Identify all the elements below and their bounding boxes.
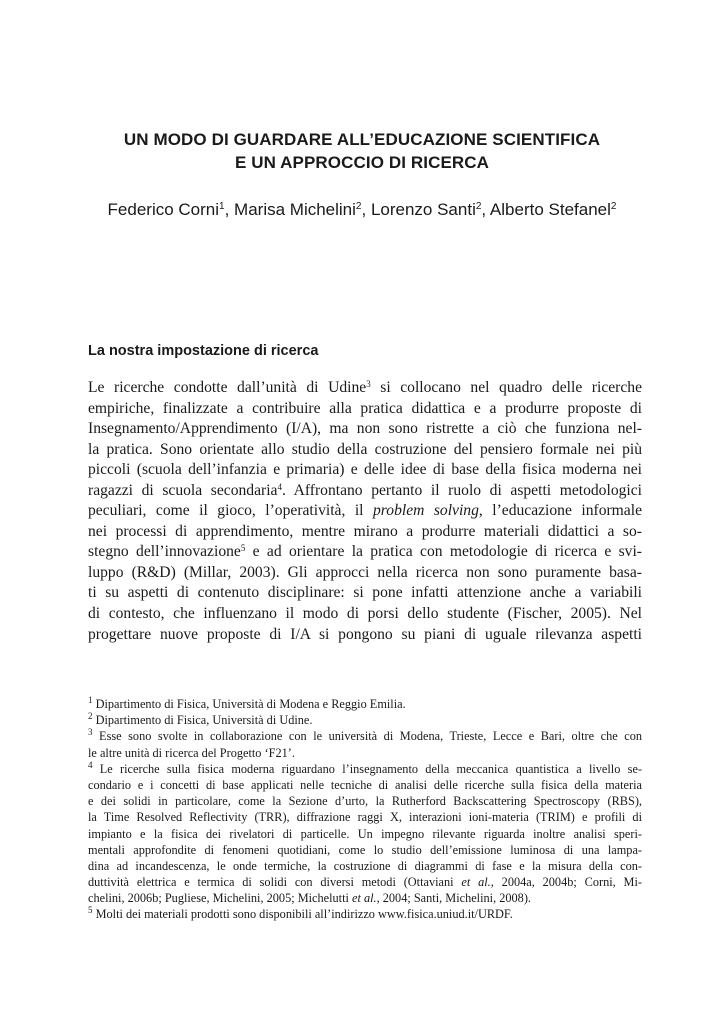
body-line: peculiari, come il gioco, l’operatività, il problem solving, l’educazione informale — [88, 502, 642, 520]
footnotes — [88, 696, 642, 923]
footnote-marker: 2 — [88, 712, 93, 722]
body-line: ti su aspetti di contenuto disciplinare: si pone infatti attenzione anche a variabili — [88, 584, 642, 602]
footnote-line: condario e i concetti di base applicati nelle tecniche di analisi delle ricerche sulla fisica della materia — [88, 777, 642, 792]
author-list: Federico Corni$^1$, Marisa Michelini$^2$, Lorenzo Santi$^2$, Alberto Stefanel$^2$ — [107, 200, 617, 219]
footnote-marker: 3 — [366, 379, 371, 389]
section-heading: La nostra impostazione di ricerca — [88, 343, 319, 359]
footnote-marker: 1 — [88, 696, 93, 705]
body-line: ragazzi di scuola secondaria$^4$. Affrontano pertanto il ruolo di aspetti metodologici — [88, 481, 642, 499]
emphasis-text: et al. — [461, 875, 491, 890]
footnote-line: mentali approfondite di fenomeni quotidiani, come lo studio dell’emissione luminosa di una lampa- — [88, 842, 642, 857]
paper-title-line-2: E UN APPROCCIO DI RICERCA — [234, 153, 490, 172]
body-line: luppo (R&D) (Millar, 2003). Gli approcci nella ricerca non sono puramente basa- — [88, 563, 642, 581]
author: Lorenzo Santi$^2$ — [370, 200, 482, 219]
paper-title-line-1: UN MODO DI GUARDARE ALL’EDUCAZIONE SCIENTIFICA — [123, 130, 601, 149]
footnote-line: chelini, 2006b; Pugliese, Michelini, 2005; Michelutti et al., 2004; Santi, Michelini, 2008). — [88, 891, 531, 906]
footnote-marker: 5 — [88, 906, 93, 916]
footnote-marker: 3 — [88, 728, 93, 738]
author: Marisa Michelini$^2$ — [234, 200, 362, 219]
footnote-marker: 4 — [277, 481, 282, 492]
body-line: Insegnamento/Apprendimento (I/A), ma non sono ristrette a ciò che funziona nel- — [88, 420, 642, 438]
body-line: empiriche, finalizzate a contribuire alla pratica didattica e a produrre proposte di — [88, 399, 642, 417]
footnote-line: e dei solidi in particolare, come la Sezione d’urto, la Rutherford Backscattering Spectroscopy (RBS), — [88, 794, 642, 809]
footnote-line: dina ad incandescenza, le onde termiche, la costruzione di diagrammi di fase e la misura della con- — [88, 858, 642, 873]
footnote-line: $^5$ Molti dei materiali prodotti sono disponibili all’indirizzo www.fisica.uniud.it/URDF. — [88, 906, 513, 922]
footnote-line: $^1$ Dipartimento di Fisica, Università di Modena e Reggio Emilia. — [88, 696, 406, 711]
footnote-line: $^3$ Esse sono svolte in collaborazione con le università di Modena, Trieste, Lecce e Bari, oltre che con — [88, 728, 642, 744]
author: Federico Corni$^1$ — [107, 200, 225, 219]
body-line: Le ricerche condotte dall’unità di Udine$^3$ si collocano nel quadro delle ricerche — [88, 379, 642, 396]
body-line: la pratica. Sono orientate allo studio della costruzione del pensiero formale nei più — [88, 440, 642, 458]
body-line: stegno dell’innovazione$^5$ e ad orientare la pratica con metodologie di ricerca e svi- — [88, 543, 642, 561]
body-line: piccoli (scuola dell’infanzia e primaria) e delle idee di base della fisica moderna nei — [88, 461, 642, 479]
body-paragraph — [88, 378, 642, 645]
footnote-line: le altre unità di ricerca del Progetto ‘F21’. — [88, 745, 295, 760]
emphasis-text: et al. — [352, 891, 377, 906]
footnote-line: $^2$ Dipartimento di Fisica, Università di Udine. — [88, 712, 313, 728]
footnote-marker: 5 — [240, 543, 246, 554]
emphasis-text: problem solving — [372, 502, 479, 520]
footnote-line: la Time Resolved Reflectivity (TRR), diffrazione raggi X, interazioni ioni-materia (TRIM) e profili di — [88, 810, 642, 825]
footnote-line: $^4$ Le ricerche sulla fisica moderna riguardano l’insegnamento della meccanica quantistica a livello se- — [88, 760, 642, 776]
body-line: di contesto, che influenzano il modo di porsi dello studente (Fischer, 2005). Nel — [88, 605, 642, 623]
footnote-line: impianto e la fisica dei rivelatori di particelle. Un impegno rilevante riguarda inoltre analisi speri- — [88, 826, 642, 841]
footnote-marker: 4 — [88, 760, 93, 770]
body-line: progettare nuove proposte di I/A si pongono su piani di uguale rilevanza aspetti — [88, 625, 642, 643]
body-line: nei processi di apprendimento, mentre mirano a produrre materiali didattici a so- — [88, 522, 642, 540]
footnote-line: duttività elettrica e termica di solidi con diversi metodi (Ottaviani et al., 2004a, 2004b; Corni, Mi- — [88, 875, 642, 890]
author: Alberto Stefanel$^2$ — [489, 200, 617, 219]
